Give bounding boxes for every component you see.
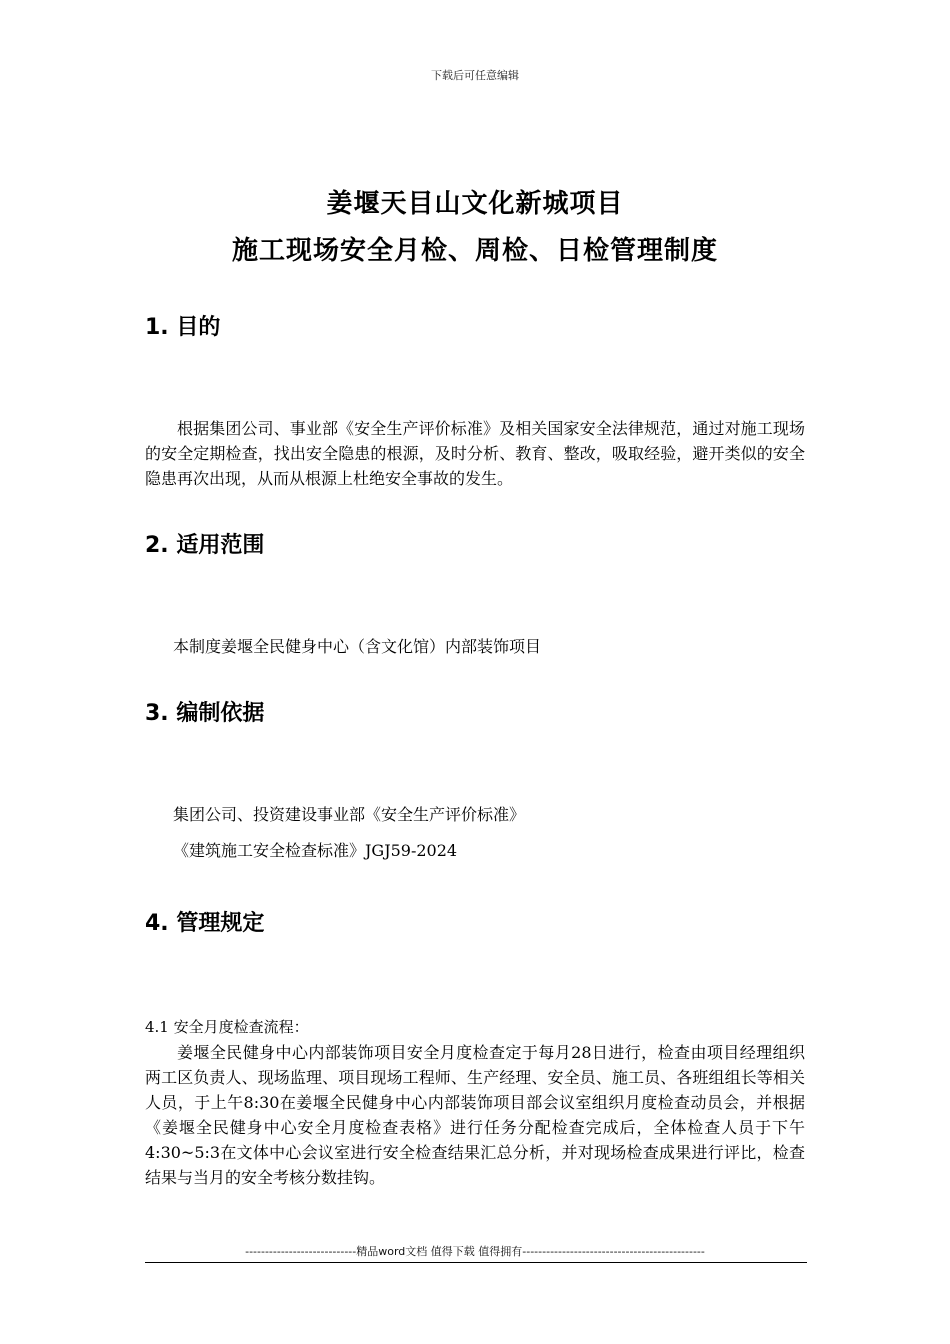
subsection-body-4-1: 姜堰全民健身中心内部装饰项目安全月度检查定于每月28日进行，检查由项目经理组织两工区负责人、现场监理、项目现场工程师、生产经理、安全员、施工员、各班组组长等相关人员，于上午8:30在姜堰全民健身中心内部装饰项目部会议室组织月度检查动员会，并根据《姜堰全民健身中心安全月度检查表格》进行任务分配检查完成后，全体检查人员于下午4:30~5:3在文体中心会议室进行安全检查结果汇总分析，并对现场检查成果进行评比，检查结果与当月的安全考核分数挂钩。 bbox=[145, 1043, 805, 1187]
subsection-title-4-1: 4.1 安全月度检查流程： bbox=[145, 1018, 309, 1036]
footer-text: ----------------------------精品word文档 值得下载 值得拥有---------------------------------------------- bbox=[245, 1245, 705, 1258]
document-title-line-2: 施工现场安全月检、周检、日检管理制度 bbox=[231, 236, 718, 266]
section-heading-basis: 3. 编制依据 bbox=[145, 701, 265, 726]
basis-item-1: 集团公司、投资建设事业部《安全生产评价标准》 bbox=[173, 805, 526, 824]
section-heading-scope: 2. 适用范围 bbox=[145, 533, 265, 558]
section-body-purpose: 根据集团公司、事业部《安全生产评价标准》及相关国家安全法律规范，通过对施工现场的安全定期检查，找出安全隐患的根源，及时分析、教育、整改，吸取经验，避开类似的安全隐患再次出现，从而从根源上杜绝安全事故的发生。 bbox=[145, 419, 805, 488]
header-note: 下载后可任意编辑 bbox=[431, 69, 519, 82]
section-body-scope: 本制度姜堰全民健身中心（含文化馆）内部装饰项目 bbox=[173, 637, 542, 656]
section-heading-rules: 4. 管理规定 bbox=[145, 911, 265, 936]
footer-divider bbox=[145, 1262, 807, 1263]
document-title-line-1: 姜堰天目山文化新城项目 bbox=[326, 189, 624, 219]
section-heading-purpose: 1. 目的 bbox=[145, 315, 221, 340]
basis-item-2: 《建筑施工安全检查标准》JGJ59-2024 bbox=[173, 841, 458, 860]
